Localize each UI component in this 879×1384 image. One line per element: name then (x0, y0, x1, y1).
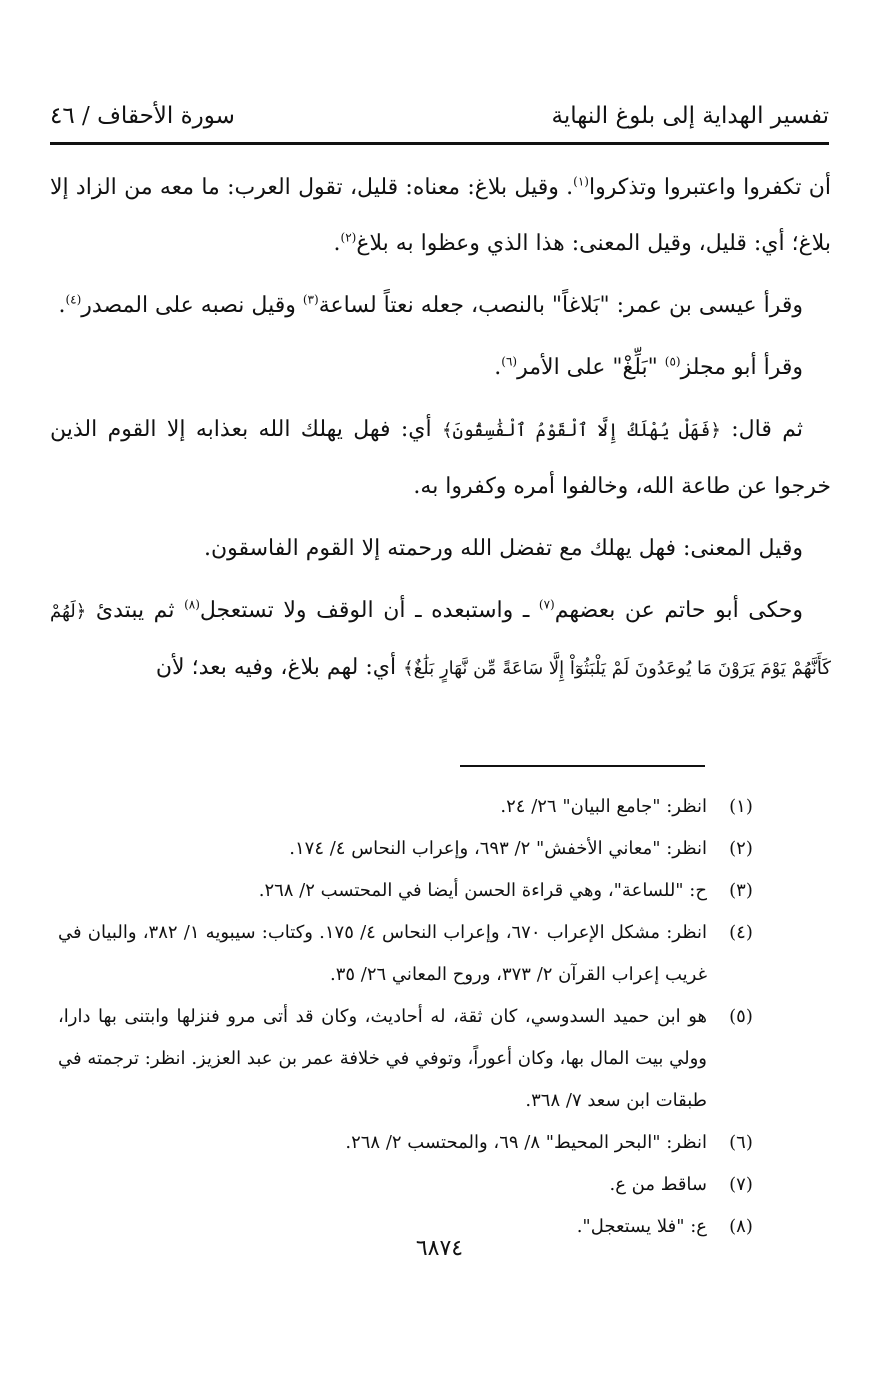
paragraph-1-text: أن تكفروا واعتبروا وتذكروا (588, 175, 831, 200)
footnote-text: ح: "للساعة"، وهي قراءة الحسن أيضا في المحتسب ٢/ ٢٦٨. (258, 880, 707, 901)
paragraph-6 (50, 583, 831, 697)
footnote (58, 996, 765, 1122)
quran-verse-1: ﴿فَهَلْ يُهْلَكُ إِلَّا ٱلْقَوْمُ ٱلْفَٰسِقُونَ﴾ (442, 420, 721, 441)
paragraph-3-text: وقرأ أبو مجلز (680, 355, 803, 380)
footnotes (58, 786, 765, 1248)
paragraph-2-rest: وقيل نصبه على المصدر (81, 293, 303, 318)
paragraph-2 (50, 278, 831, 334)
footnote-number: (٧) (729, 1174, 753, 1195)
paragraph-4-start: ثم قال: (720, 417, 803, 442)
footnote-text: انظر: "جامع البيان" ٢٦/ ٢٤. (500, 796, 707, 817)
paragraph-5 (50, 521, 831, 577)
footnote-ref-7[interactable]: (٧) (538, 597, 555, 612)
footnote-text: ع: "فلا يستعجل". (576, 1216, 707, 1237)
footnote-number: (٨) (729, 1216, 753, 1237)
quran-verse-2: ﴿لَهُمْ كَأَنَّهُمْ يَوْمَ يَرَوْنَ مَا يُوعَدُونَ لَمْ يَلْبَثُوٓاْ إِلَّا سَاعَةً مِّن نَّهَارٍ بَلَٰغٌ﴾ (50, 601, 831, 679)
footnote (58, 912, 765, 996)
footnote-number: (٢) (729, 838, 753, 859)
footnote-ref-4[interactable]: (٤) (65, 292, 82, 307)
footnote-ref-3[interactable]: (٣) (302, 292, 319, 307)
footnote-number: (١) (729, 796, 753, 817)
paragraph-4 (50, 402, 831, 515)
footnote (58, 786, 765, 828)
paragraph-4-rest: أي: فهل يهلك الله بعذابه إلا القوم الذين خرجوا عن طاعة الله، وخالفوا أمره وكفروا به. (50, 417, 831, 499)
page-number: ٦٨٧٤ (415, 1236, 464, 1261)
paragraph-6-mid2: ثم يبتدئ (86, 598, 185, 623)
paragraph-3-rest: "بَلِّغْ" على الأمر (517, 355, 665, 380)
footnote-text: ساقط من ع. (609, 1174, 707, 1195)
running-header (50, 96, 829, 136)
paragraph-6-mid: ـ واستبعده ـ أن الوقف ولا تستعجل (199, 598, 539, 623)
footnote-ref-8[interactable]: (٨) (184, 597, 200, 612)
paragraph-1 (50, 160, 831, 272)
paragraph-3-end: . (494, 355, 502, 380)
footnote-number: (٥) (729, 1006, 753, 1027)
footnote-text: انظر: "البحر المحيط" ٨/ ٦٩، والمحتسب ٢/ ٢٦٨. (345, 1132, 707, 1153)
book-title: تفسير الهداية إلى بلوغ النهاية (551, 103, 829, 129)
paragraph-6-text: وحكى أبو حاتم عن بعضهم (554, 598, 803, 623)
surah-reference: سورة الأحقاف / ٤٦ (50, 103, 235, 129)
footnote-text: هو ابن حميد السدوسي، كان ثقة، له أحاديث، وكان قد أتى مرو فنزلها وابتنى بها دارا، وولي بيت المال بها، وكان أعوراً، وتوفي في خلافة عمر بن عبد العزيز. انظر: ترجمته في طبقات ابن سعد ٧/ ٣٦٨. (58, 1006, 707, 1111)
footnote (58, 1122, 765, 1164)
footnote-rule (460, 765, 705, 767)
footnote (58, 1164, 765, 1206)
paragraph-3 (50, 340, 831, 396)
footnote-text: انظر: "معاني الأخفش" ٢/ ٦٩٣، وإعراب النحاس ٤/ ١٧٤. (289, 838, 707, 859)
paragraph-2-end: . (58, 293, 66, 318)
paragraph-6-rest: أي: لهم بلاغ، وفيه بعد؛ لأن (155, 655, 404, 680)
footnote-ref-1[interactable]: (١) (573, 174, 589, 189)
main-text (50, 160, 831, 703)
footnote-number: (٦) (729, 1132, 753, 1153)
paragraph-5-text: وقيل المعنى: فهل يهلك مع تفضل الله ورحمته إلا القوم الفاسقون. (203, 536, 803, 561)
footnote-ref-6[interactable]: (٦) (501, 354, 518, 369)
footnote-number: (٣) (729, 880, 753, 901)
footnote (58, 828, 765, 870)
paragraph-1-end: . (333, 231, 341, 256)
footnote (58, 870, 765, 912)
header-rule (50, 142, 829, 145)
footnote-number: (٤) (729, 922, 753, 943)
paragraph-2-text: وقرأ عيسى بن عمر: "بَلاغاً" بالنصب، جعله نعتاً لساعة (318, 293, 803, 318)
footnote-ref-2[interactable]: (٢) (340, 230, 357, 245)
footnote-text: انظر: مشكل الإعراب ٦٧٠، وإعراب النحاس ٤/ ١٧٥. وكتاب: سيبويه ١/ ٣٨٢، والبيان في غريب إعراب القرآن ٢/ ٣٧٣، وروح المعاني ٢٦/ ٣٥. (58, 922, 708, 985)
footnote-ref-5[interactable]: (٥) (664, 354, 681, 369)
paragraph-1-rest: . وقيل بلاغ: معناه: قليل، تقول العرب: ما معه من الزاد إلا بلاغ؛ أي: قليل، وقيل المعنى: هذا الذي وعظوا به بلاغ (50, 175, 831, 256)
